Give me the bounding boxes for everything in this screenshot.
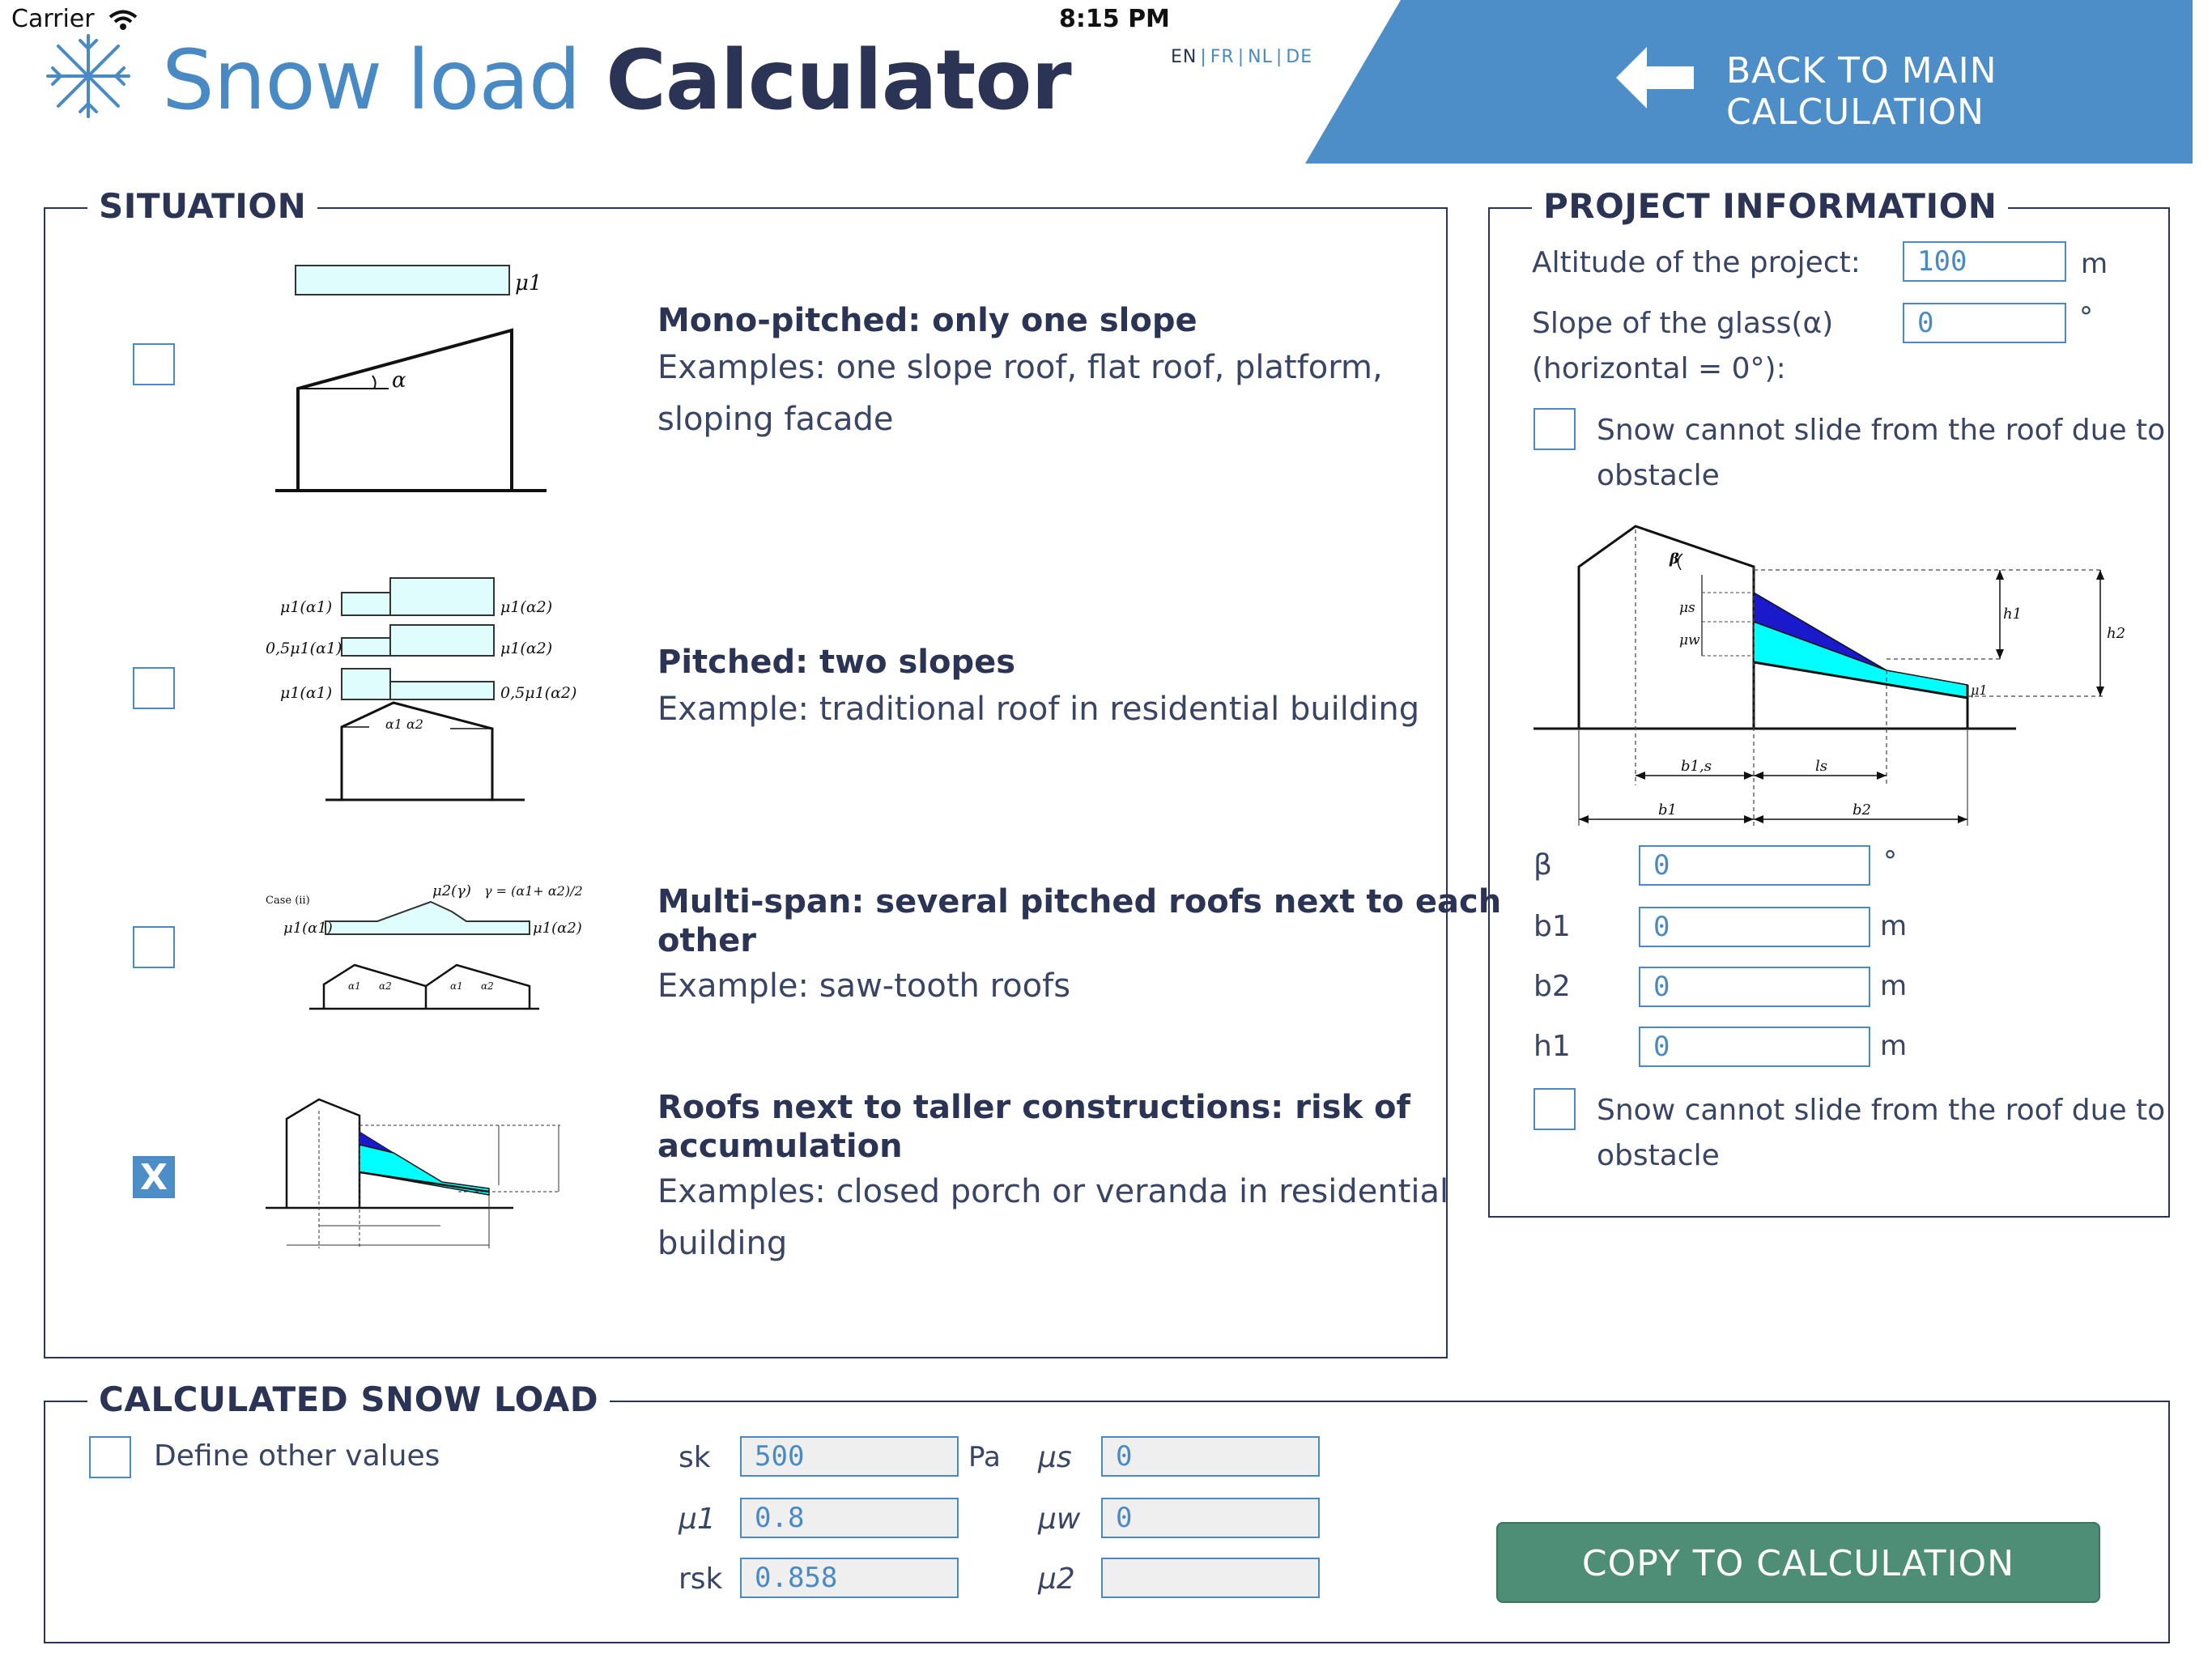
taller-construction-title xyxy=(657,1088,1410,1166)
diagram-ls-label: ls xyxy=(1815,758,1827,775)
obstacle-label-line1: Snow cannot slide from the roof due to xyxy=(1597,414,2166,447)
lang-de[interactable]: DE xyxy=(1286,47,1313,67)
copy-to-calculation-button[interactable]: COPY TO CALCULATION xyxy=(1496,1522,2100,1603)
taller-construction-diagram xyxy=(264,1095,572,1265)
taller-construction-title-line1: Roofs next to taller constructions: risk of xyxy=(657,1089,1410,1126)
mono-pitched-diagram xyxy=(267,257,559,500)
beta-unit: ° xyxy=(1883,845,1897,878)
obstacle2-label-line1: Snow cannot slide from the roof due to xyxy=(1597,1094,2166,1127)
b1-label: b1 xyxy=(1534,910,1571,943)
diagram-beta-label: β xyxy=(1670,551,1679,568)
mu2-field xyxy=(1101,1558,1320,1598)
clock: 8:15 PM xyxy=(1059,5,1170,33)
altitude-label: Altitude of the project: xyxy=(1532,246,1861,279)
multi-span-diagram xyxy=(264,873,583,1018)
h1-label: h1 xyxy=(1534,1030,1571,1063)
taller-construction-title-line2: accumulation xyxy=(657,1128,903,1165)
sk-unit: Pa xyxy=(968,1441,1001,1473)
diagram-h2-label: h2 xyxy=(2107,625,2126,642)
multi-span-desc: Example: saw-tooth roofs xyxy=(657,967,1071,1005)
calculated-legend: CALCULATED SNOW LOAD xyxy=(87,1380,610,1419)
b2-unit: m xyxy=(1880,970,1908,1002)
h1-input[interactable]: 0 xyxy=(1639,1027,1870,1067)
back-arrow-icon xyxy=(1616,47,1697,108)
carrier-label: Carrier xyxy=(11,5,95,33)
app-title-part2: Calculator xyxy=(606,32,1071,129)
mu1-field: 0.8 xyxy=(740,1498,959,1538)
app-title-part1: Snow load xyxy=(162,32,581,129)
multi-span-a1: α1 xyxy=(348,980,361,992)
b1-input[interactable]: 0 xyxy=(1639,907,1870,947)
mono-pitched-desc xyxy=(657,342,1383,445)
taller-construction-checkbox[interactable]: X xyxy=(133,1156,175,1198)
snowflake-icon xyxy=(40,32,136,120)
back-to-main-label[interactable]: BACK TO MAIN CALCULATION xyxy=(1726,50,1997,133)
altitude-input[interactable]: 100 xyxy=(1903,241,2066,282)
pitched-label-2: μ1(α2) xyxy=(500,598,553,616)
situation-legend: SITUATION xyxy=(87,186,317,226)
diagram-mu1-label-right: μ1 xyxy=(1971,682,1988,698)
beta-input[interactable]: 0 xyxy=(1639,845,1870,886)
diagram-b1s-label: b1,s xyxy=(1681,758,1712,775)
mono-pitched-title: Mono-pitched: only one slope xyxy=(657,302,1197,339)
h1-unit: m xyxy=(1880,1030,1908,1062)
muw-field: 0 xyxy=(1101,1498,1320,1538)
obstacle2-label-line2: obstacle xyxy=(1597,1139,1720,1172)
pitched-label-4: μ1(α2) xyxy=(500,640,553,657)
multi-span-a1b: α1 xyxy=(450,980,463,992)
pitched-label-3: 0,5μ1(α1) xyxy=(266,640,342,657)
rsk-field: 0.858 xyxy=(740,1558,959,1598)
rsk-label: rsk xyxy=(678,1562,723,1596)
multi-span-mu1b-label: μ1(α2) xyxy=(533,920,582,937)
multi-span-a2: α2 xyxy=(379,980,392,992)
multi-span-a2b: α2 xyxy=(481,980,494,992)
diagram-alpha-label: α xyxy=(392,368,406,393)
app-title xyxy=(162,32,1071,129)
diagram-h1-label: h1 xyxy=(2003,606,2023,623)
diagram-muw-label: μw xyxy=(1679,632,1700,648)
accumulation-diagram xyxy=(1530,518,2129,834)
pitched-desc: Example: traditional roof in residential building xyxy=(657,691,1420,728)
slope-input[interactable]: 0 xyxy=(1903,303,2066,343)
slope-label-line1: Slope of the glass(α) xyxy=(1532,307,1834,340)
sk-field: 500 xyxy=(740,1436,959,1477)
multi-span-title-line1: Multi-span: several pitched roofs next to each xyxy=(657,883,1502,920)
define-other-values-label: Define other values xyxy=(154,1439,440,1473)
mu1-label: μ1 xyxy=(678,1503,716,1536)
sk-label: sk xyxy=(678,1441,711,1474)
pitched-label-1: μ1(α1) xyxy=(280,598,333,616)
b2-input[interactable]: 0 xyxy=(1639,967,1870,1007)
obstacle2-label xyxy=(1597,1088,2165,1179)
diagram-b1-label: b1 xyxy=(1658,801,1677,818)
mono-pitched-desc-line2: sloping facade xyxy=(657,401,894,438)
obstacle-checkbox[interactable] xyxy=(1534,408,1576,450)
mus-label: μs xyxy=(1038,1441,1072,1474)
slope-label xyxy=(1532,301,1833,392)
pitched-label-7: α1 xyxy=(385,716,402,732)
pitched-label-5: μ1(α1) xyxy=(280,684,333,702)
taller-construction-desc-line1: Examples: closed porch or veranda in residential xyxy=(657,1173,1449,1210)
lang-nl[interactable]: NL xyxy=(1248,47,1273,67)
pitched-diagram xyxy=(264,573,577,813)
mus-field: 0 xyxy=(1101,1436,1320,1477)
multi-span-case-label: Case (ii) xyxy=(266,895,310,907)
pitched-title: Pitched: two slopes xyxy=(657,644,1016,681)
multi-span-title xyxy=(657,882,1501,960)
project-info-legend: PROJECT INFORMATION xyxy=(1532,186,2008,226)
multi-span-title-line2: other xyxy=(657,922,756,959)
beta-label: β xyxy=(1534,848,1552,882)
define-other-values-checkbox[interactable] xyxy=(89,1436,131,1478)
multi-span-gamma-label: γ = (α1+ α2)/2 xyxy=(484,883,583,899)
pitched-label-8: α2 xyxy=(406,716,423,732)
pitched-label-6: 0,5μ1(α2) xyxy=(500,684,577,702)
taller-construction-desc xyxy=(657,1166,1448,1269)
slope-label-line2: (horizontal = 0°): xyxy=(1532,352,1786,385)
lang-fr[interactable]: FR xyxy=(1210,47,1235,67)
multi-span-mu1a-label: μ1(α1) xyxy=(283,920,333,937)
diagram-mu1-label: μ1 xyxy=(515,271,542,295)
wifi-icon xyxy=(108,10,138,31)
obstacle-label xyxy=(1597,408,2165,499)
b1-unit: m xyxy=(1880,910,1908,942)
diagram-b2-label: b2 xyxy=(1853,801,1871,818)
altitude-unit: m xyxy=(2081,248,2108,280)
b2-label: b2 xyxy=(1534,970,1571,1003)
mono-pitched-checkbox[interactable] xyxy=(133,343,175,385)
multi-span-mu2-label: μ2(γ) xyxy=(432,882,471,899)
lang-en[interactable]: EN xyxy=(1171,47,1197,67)
muw-label: μw xyxy=(1038,1503,1081,1536)
obstacle2-checkbox[interactable] xyxy=(1534,1088,1576,1130)
language-switcher: EN | FR | NL | DE xyxy=(1171,47,1313,67)
diagram-mus-label: μs xyxy=(1679,600,1695,616)
multi-span-checkbox[interactable] xyxy=(133,926,175,968)
taller-construction-desc-line2: building xyxy=(657,1225,788,1262)
obstacle-label-line2: obstacle xyxy=(1597,459,1720,492)
pitched-checkbox[interactable] xyxy=(133,667,175,709)
mu2-label: μ2 xyxy=(1038,1562,1075,1596)
slope-unit: ° xyxy=(2079,301,2093,334)
mono-pitched-desc-line1: Examples: one slope roof, flat roof, platform, xyxy=(657,349,1383,386)
